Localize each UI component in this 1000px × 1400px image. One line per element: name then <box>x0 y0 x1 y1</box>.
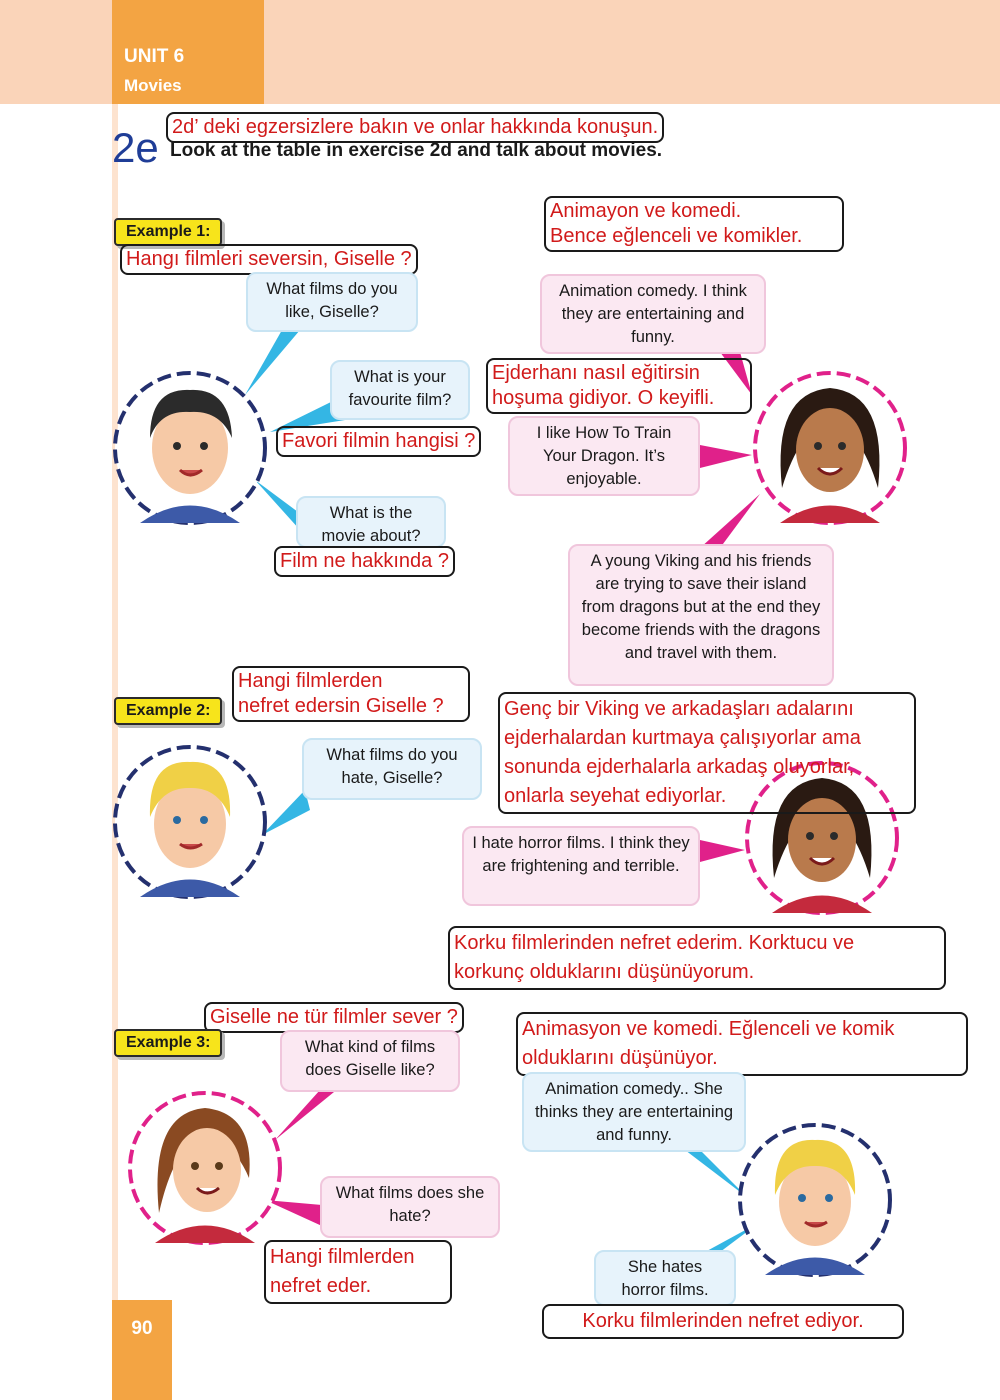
example-3-a2-bubble: She hates horror films. <box>594 1250 736 1306</box>
example-2-a-bubble: I hate horror films. I think they are frightening and terrible. <box>462 826 700 906</box>
brown-haired-girl-portrait <box>130 1093 280 1243</box>
bubble-tail <box>700 840 745 862</box>
example-2-q-bubble: What films do you hate, Giselle? <box>302 738 482 800</box>
example-1-q1-bubble: What films do you like, Giselle? <box>246 272 418 332</box>
example-2-q-translation: Hangi filmlerden nefret edersin Giselle ? <box>232 666 470 722</box>
bubble-tail <box>255 480 300 530</box>
bubble-tail <box>262 790 310 835</box>
instruction-translation: 2d’ deki egzersizlere bakın ve onlar hakkında konuşun. <box>166 112 664 143</box>
page-number: 90 <box>112 1300 172 1400</box>
example-1-a3-bubble: A young Viking and his friends are trying to save their island from dragons but at the end they become friends with the dragons and travel with them. <box>568 544 834 686</box>
example-1-a2-bubble: I like How To Train Your Dragon. It’s enjoyable. <box>508 416 700 496</box>
example-1-a1-translation: Animayon ve komedi. Bence eğlenceli ve komikler. <box>544 196 844 252</box>
unit-topic: Movies <box>124 76 182 95</box>
bubble-tail <box>265 1200 322 1226</box>
example-3-q2-bubble: What films does she hate? <box>320 1176 500 1238</box>
exercise-number: 2e <box>112 124 159 171</box>
example-1-label: Example 1: <box>114 218 222 246</box>
blond-boy-portrait <box>740 1125 890 1275</box>
bubble-tail <box>685 1150 748 1198</box>
example-3-q1-bubble: What kind of films does Giselle like? <box>280 1030 460 1092</box>
exercise-instruction: Look at the table in exercise 2d and talk about movies. <box>170 140 663 161</box>
example-1-a2-translation: Ejderhanı nasıl eğitirsin hoşuma gidiyor. O keyifli. <box>486 358 752 414</box>
bubble-tail <box>275 1090 334 1140</box>
example-1-q3-bubble: What is the movie about? <box>296 496 446 548</box>
girl-portrait <box>755 373 905 523</box>
example-3-label: Example 3: <box>114 1029 222 1057</box>
unit-label: UNIT 6 <box>124 46 185 67</box>
example-3-q1-translation: Giselle ne tür filmler sever ? <box>204 1002 464 1033</box>
example-1-q2-bubble: What is your favourite film? <box>330 360 470 420</box>
example-1-a3-translation: Genç bir Viking ve arkadaşları adalarını ejderhalardan kurtmaya çalışıyorlar ama sonunda ejderhalarla arkadaş oluyorlar, onlarla seyehat ediyorlar. <box>498 692 916 814</box>
example-3-q2-translation: Hangi filmlerden nefret eder. <box>264 1240 452 1304</box>
example-1-q3-translation: Film ne hakkında ? <box>274 546 455 577</box>
bubble-tail <box>245 330 300 395</box>
blond-boy-portrait <box>115 747 265 897</box>
example-2-a-translation: Korku filmlerinden nefret ederim. Korktucu ve korkunç olduklarını düşünüyorum. <box>448 926 946 990</box>
example-3-a1-bubble: Animation comedy.. She thinks they are entertaining and funny. <box>522 1072 746 1152</box>
boy-portrait <box>115 373 265 523</box>
example-3-a2-translation: Korku filmlerinden nefret ediyor. <box>542 1304 904 1339</box>
example-3-a1-translation: Animasyon ve komedi. Eğlenceli ve komik olduklarını düşünüyor. <box>516 1012 968 1076</box>
example-2-label: Example 2: <box>114 697 222 725</box>
example-1-a1-bubble: Animation comedy. I think they are entertaining and funny. <box>540 274 766 354</box>
bubble-tail <box>700 494 760 548</box>
bubble-tail <box>700 445 752 468</box>
example-1-q2-translation: Favori filmin hangisi ? <box>276 426 481 457</box>
example-1-q1-translation: Hangı filmleri seversin, Giselle ? <box>120 244 418 275</box>
